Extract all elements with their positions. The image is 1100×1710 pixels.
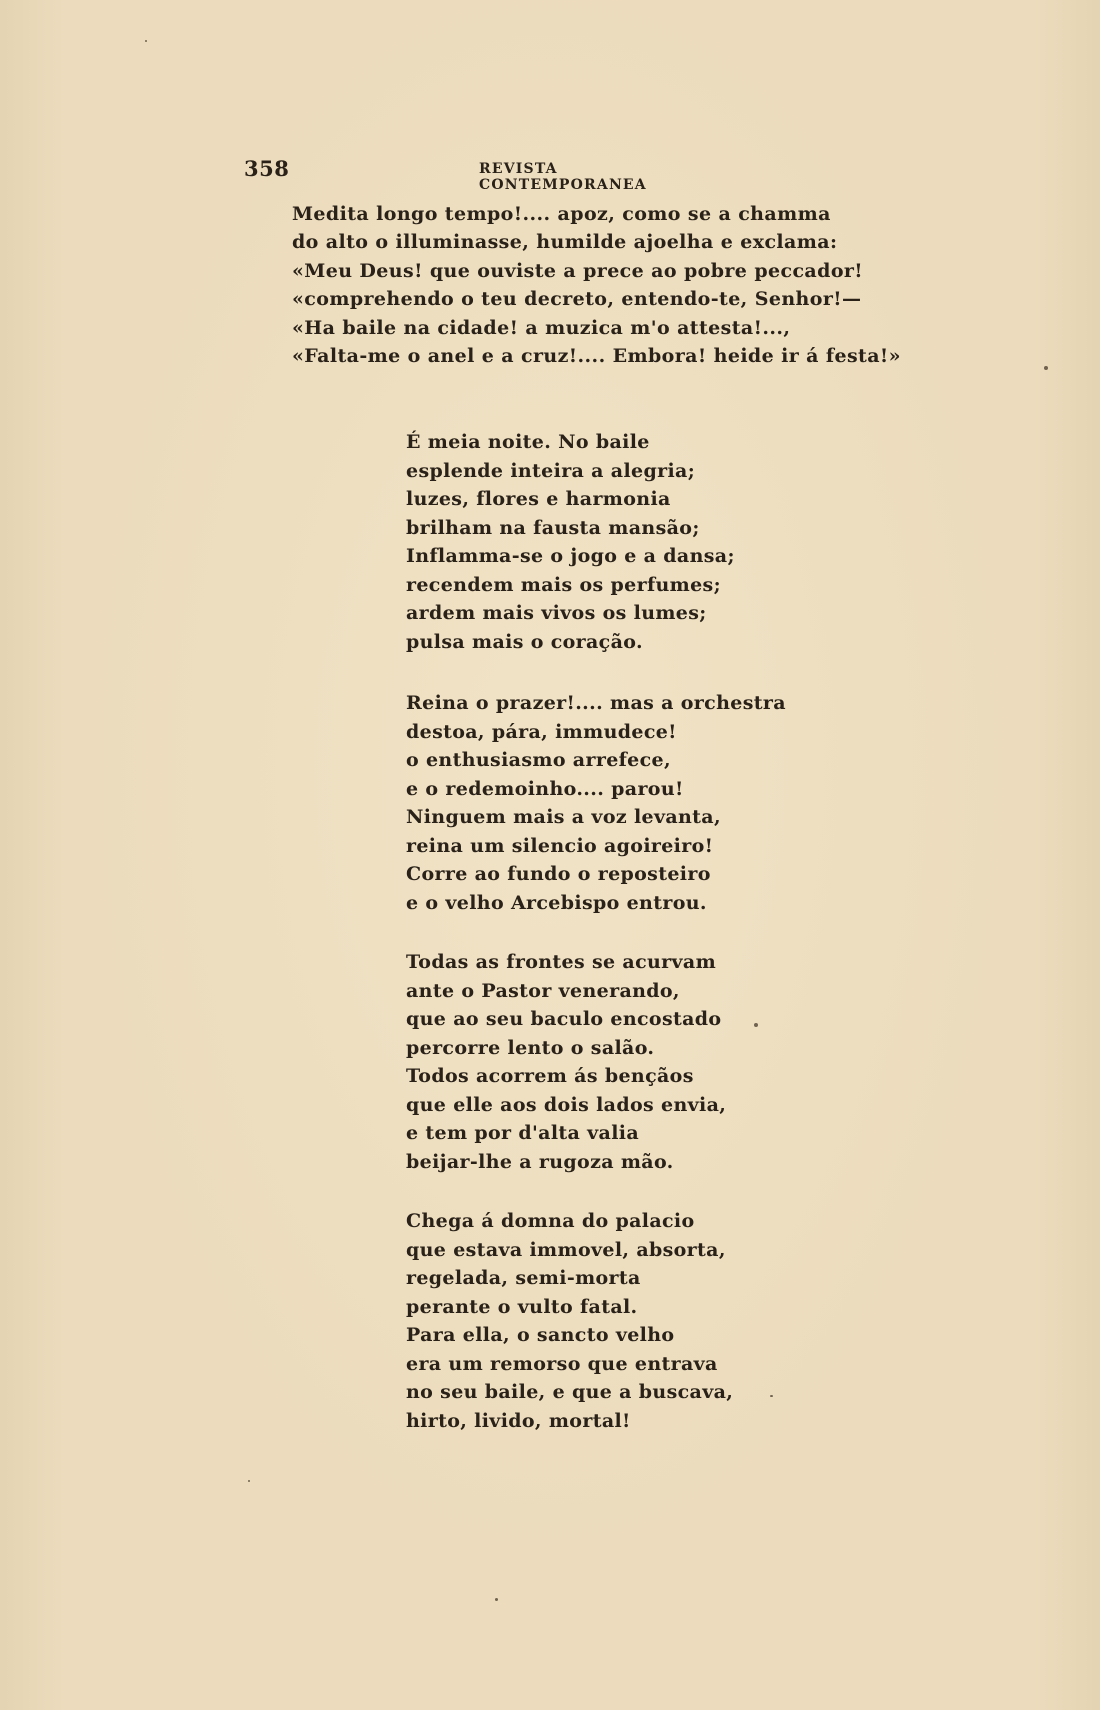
verse-line: Todas as frontes se acurvam bbox=[406, 951, 717, 973]
verse-line: luzes, flores e harmonia bbox=[406, 488, 671, 510]
intro-verse bbox=[292, 200, 932, 370]
verse-line: regelada, semi-morta bbox=[406, 1267, 641, 1289]
page-number: 358 bbox=[244, 156, 290, 181]
verse-line: Todos acorrem ás bençãos bbox=[406, 1065, 694, 1087]
verse-line: «comprehendo o teu decreto, entendo-te, Senhor!— bbox=[292, 288, 862, 311]
verse-line: «Falta-me o anel e a cruz!.... Embora! heide ir á festa!» bbox=[292, 344, 901, 367]
page-header bbox=[244, 156, 714, 193]
verse-line: que elle aos dois lados envia, bbox=[406, 1093, 727, 1116]
stanza-2 bbox=[406, 689, 826, 917]
verse-line: Ninguem mais a voz levanta, bbox=[406, 806, 721, 828]
verse-line: perante o vulto fatal. bbox=[406, 1295, 638, 1318]
verse-line: Inflamma-se o jogo e a dansa; bbox=[406, 545, 735, 567]
paper-speck bbox=[754, 1023, 758, 1027]
verse-line: e tem por d'alta valia bbox=[406, 1122, 640, 1144]
paper-speck bbox=[495, 1598, 498, 1601]
verse-line: reina um silencio agoireiro! bbox=[406, 834, 714, 857]
verse-line: ardem mais vivos os lumes; bbox=[406, 602, 707, 624]
verse-line: «Meu Deus! que ouviste a prece ao pobre peccador! bbox=[292, 259, 864, 282]
paper-speck bbox=[145, 40, 147, 42]
verse-line: e o velho Arcebispo entrou. bbox=[406, 891, 707, 914]
verse-line: percorre lento o salão. bbox=[406, 1036, 655, 1059]
stanza-4 bbox=[406, 1207, 826, 1435]
stanza-1 bbox=[406, 428, 826, 656]
verse-line: beijar-lhe a rugoza mão. bbox=[406, 1150, 674, 1173]
verse-line: e o redemoinho.... parou! bbox=[406, 777, 684, 800]
verse-line: pulsa mais o coração. bbox=[406, 630, 643, 653]
verse-line: É meia noite. No baile bbox=[406, 431, 650, 453]
verse-line: que ao seu baculo encostado bbox=[406, 1008, 722, 1030]
verse-line: Medita longo tempo!.... apoz, como se a chamma bbox=[292, 203, 831, 225]
verse-line: recendem mais os perfumes; bbox=[406, 573, 721, 596]
verse-line: Corre ao fundo o reposteiro bbox=[406, 863, 711, 885]
verse-line: brilham na fausta mansão; bbox=[406, 516, 700, 539]
verse-line: «Ha baile na cidade! a muzica m'o attesta!..., bbox=[292, 316, 791, 339]
verse-line: Para ella, o sancto velho bbox=[406, 1324, 675, 1346]
paper-speck bbox=[1044, 366, 1048, 370]
verse-line: Chega á domna do palacio bbox=[406, 1210, 695, 1232]
verse-line: destoa, pára, immudece! bbox=[406, 720, 677, 743]
verse-line: Reina o prazer!.... mas a orchestra bbox=[406, 692, 786, 714]
verse-line: do alto o illuminasse, humilde ajoelha e exclama: bbox=[292, 231, 838, 254]
paper-speck bbox=[248, 1480, 250, 1482]
paper-speck bbox=[770, 1395, 773, 1397]
verse-line: que estava immovel, absorta, bbox=[406, 1238, 726, 1261]
stanza-3 bbox=[406, 948, 826, 1176]
verse-line: no seu baile, e que a buscava, bbox=[406, 1381, 734, 1403]
verse-line: o enthusiasmo arrefece, bbox=[406, 749, 671, 771]
verse-line: ante o Pastor venerando, bbox=[406, 979, 680, 1002]
verse-line: hirto, livido, mortal! bbox=[406, 1409, 631, 1432]
verse-line: esplende inteira a alegria; bbox=[406, 459, 696, 482]
verse-line: era um remorso que entrava bbox=[406, 1352, 718, 1375]
running-title: REVISTA CONTEMPORANEA bbox=[479, 161, 647, 193]
